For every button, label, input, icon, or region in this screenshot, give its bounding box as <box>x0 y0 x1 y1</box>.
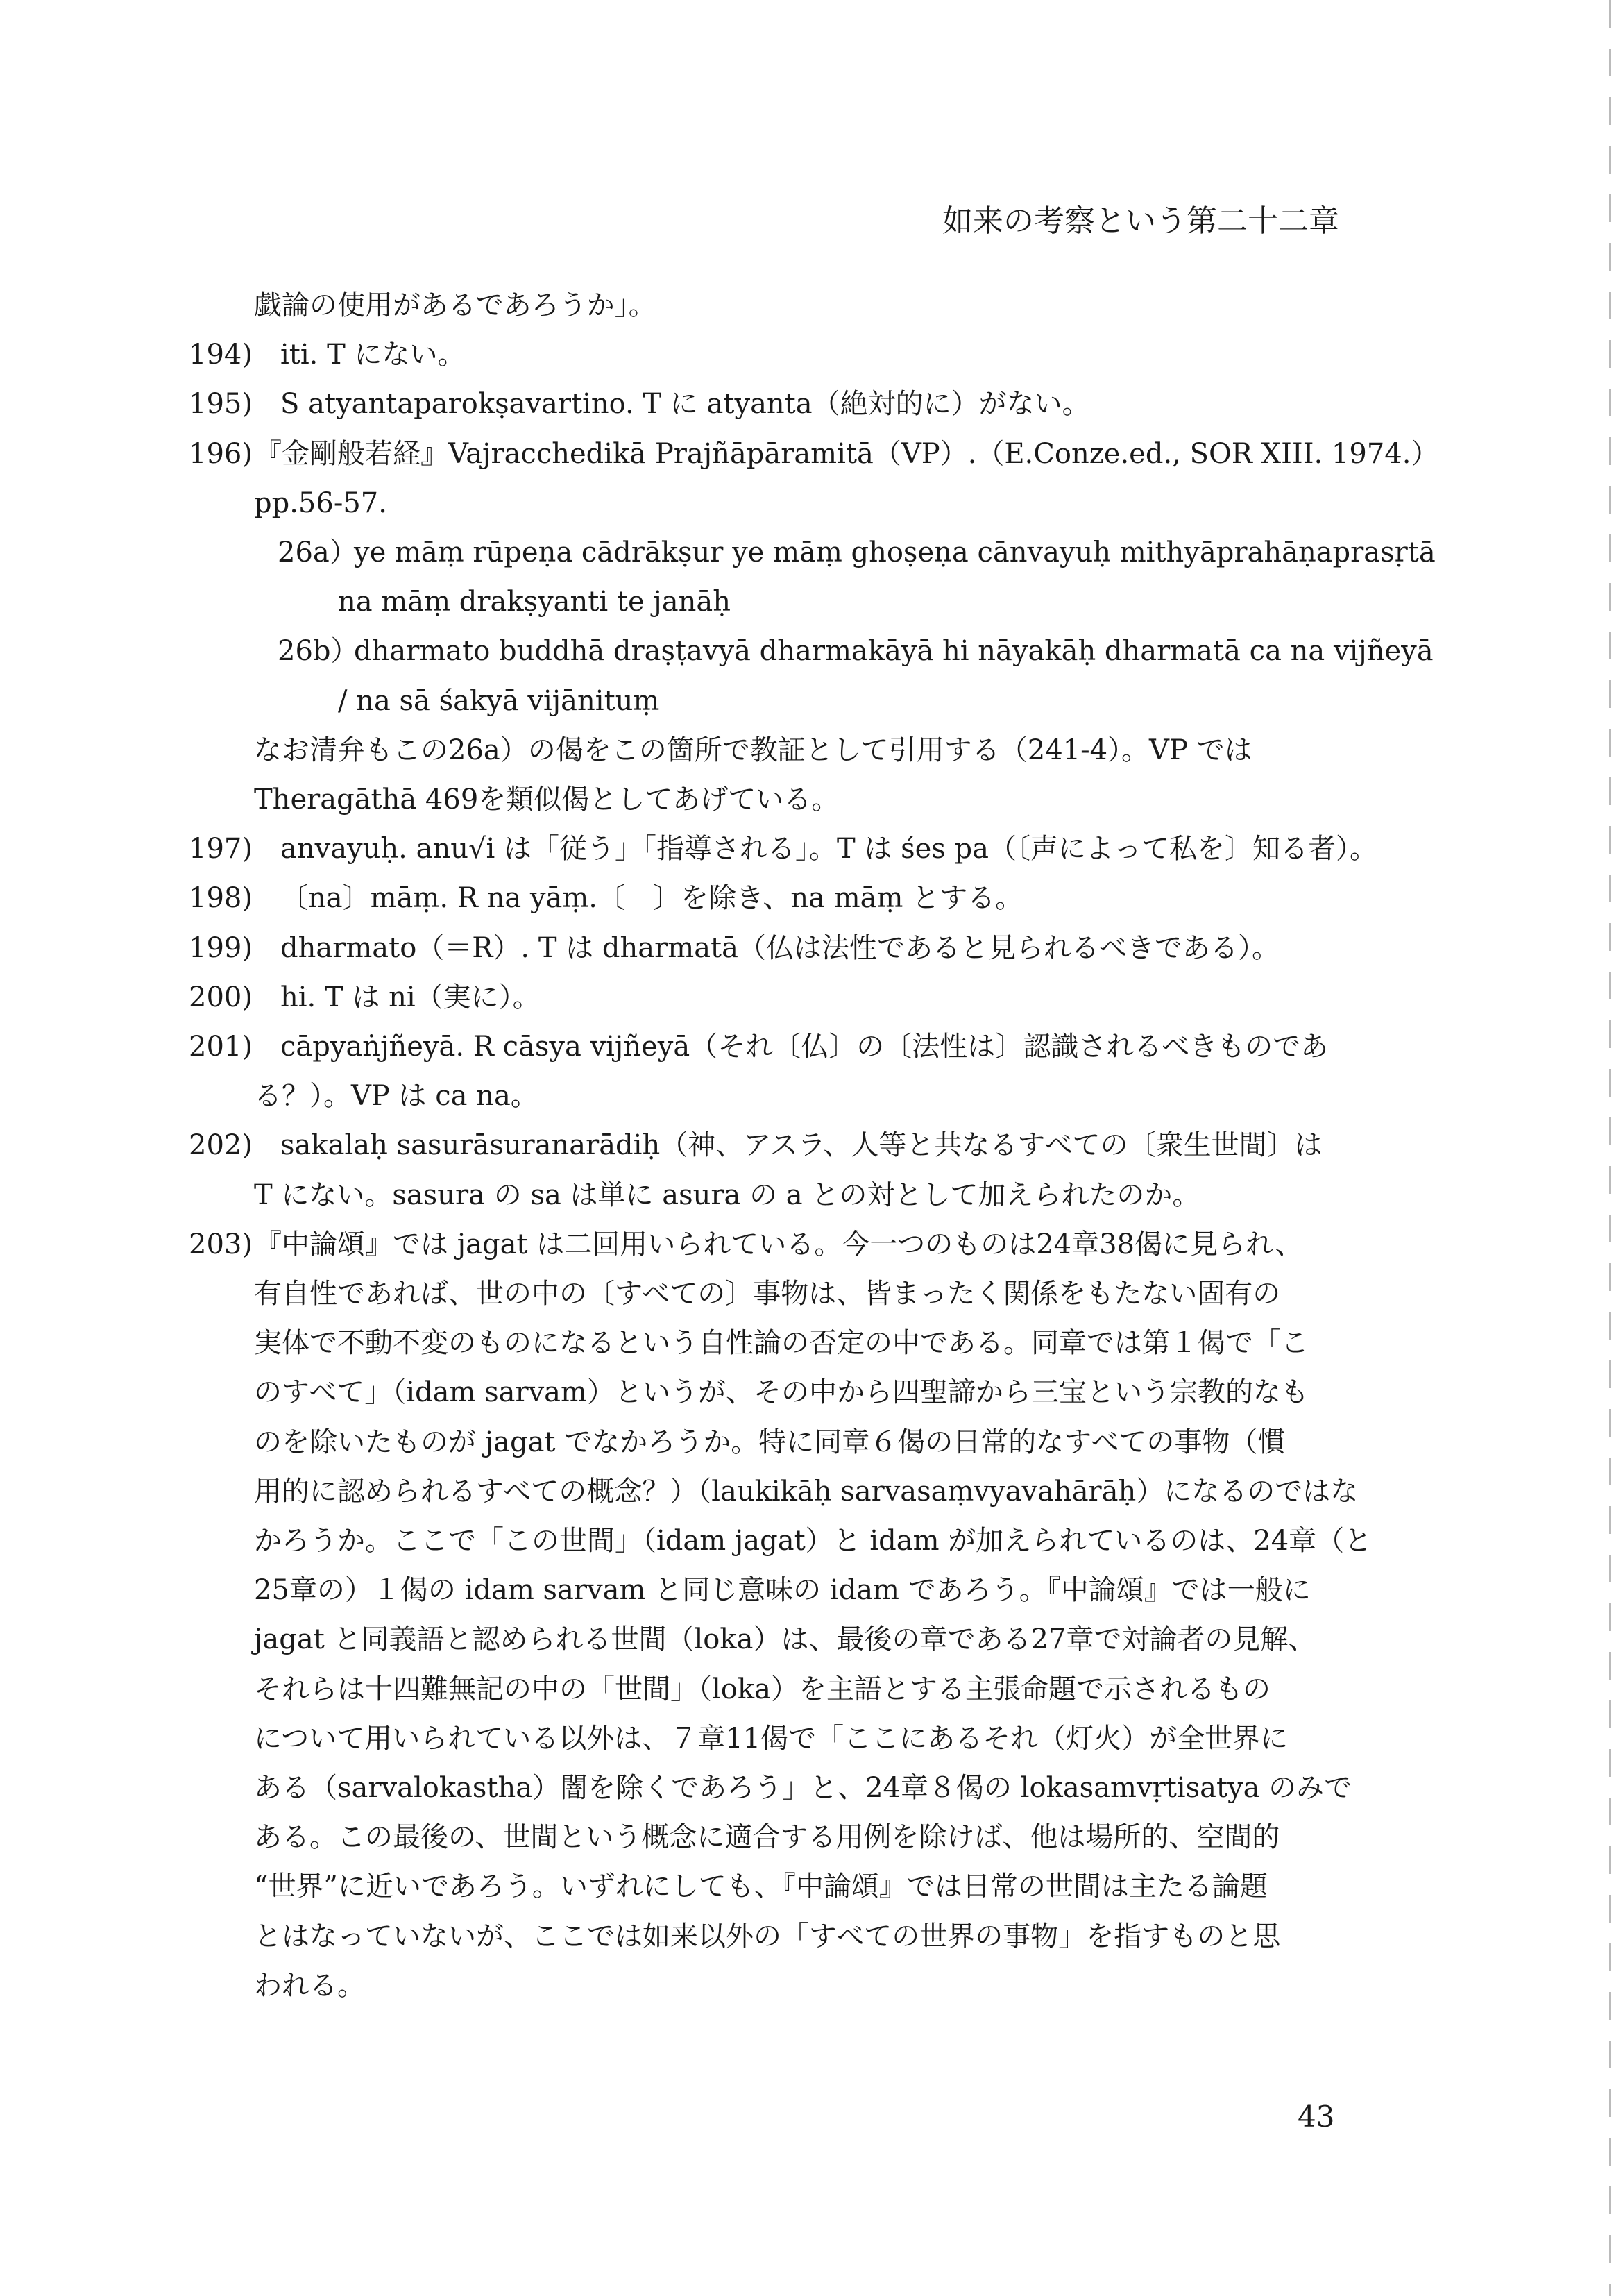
text-line: について用いられている以外は、７章11偈で「ここにあるそれ（灯火）が全世界に <box>254 1722 1289 1755</box>
note-number: 199) <box>189 931 253 964</box>
note-number: 197) <box>189 833 253 866</box>
note-number: 203) <box>189 1228 253 1260</box>
text-line: なお清弁もこの26a）の偈をこの箇所で教証として引用する（241-4）。VP では <box>254 734 1252 766</box>
text-line: sakalaḥ sasurāsuranarādiḥ（神、アスラ、人等と共なるすべての〔衆生世間〕は <box>280 1129 1323 1162</box>
note-number: 196) <box>189 437 253 470</box>
note-number: 198) <box>189 882 253 915</box>
text-line: る？）。VP は ca na。 <box>254 1080 538 1113</box>
text-line: 用的に認められるすべての概念？）（laukikāḥ sarvasaṃvyavahārāḥ）になるのではな <box>254 1475 1359 1508</box>
verse-line: ye māṃ rūpeṇa cādrākṣur ye māṃ ghoṣeṇa cānvayuḥ mithyāprahāṇaprasṛtā <box>354 537 1436 568</box>
note-number: 195) <box>189 388 253 421</box>
text-line: 『中論頌』では jagat は二回用いられている。今一つのものは24章38偈に見られ、 <box>254 1228 1303 1260</box>
text-line: Theragāthā 469を類似偈としてあげている。 <box>254 784 840 816</box>
text-line: とはなっていないが、ここでは如来以外の「すべての世界の事物」を指すものと思 <box>254 1920 1281 1952</box>
text-line: 25章の）１偈の idam sarvam と同じ意味の idam であろう。『中論頌』では一般に <box>254 1574 1311 1607</box>
text-line: 戯論の使用があるであろうか」。 <box>254 289 656 321</box>
verse-label: 26a） <box>278 537 357 568</box>
verse-line: dharmato buddhā draṣṭavyā dharmakāyā hi nāyakāḥ dharmatā ca na vijñeyā <box>354 635 1434 668</box>
text-line: 有自性であれば、世の中の〔すべての〕事物は、皆まったく関係をもたない固有の <box>254 1278 1281 1310</box>
scan-edge-mark <box>1609 0 1611 2296</box>
text-line: pp.56-57. <box>254 487 387 519</box>
text-line: ある（sarvalokastha）闇を除くであろう」と、24章８偈の lokasamvṛtisatya のみで <box>254 1772 1352 1804</box>
text-line: anvayuḥ. anu√i は「従う」「指導される」。T は śes pa（〔声によって私を〕知る者）。 <box>280 833 1377 866</box>
verse-line: / na sā śakyā vijānituṃ <box>338 684 660 717</box>
text-line: われる。 <box>254 1969 365 2002</box>
running-header: 如来の考察という第二十二章 <box>942 203 1339 239</box>
verse-line: na māṃ drakṣyanti te janāḥ <box>338 586 731 618</box>
note-number: 194) <box>189 339 253 371</box>
text-line: dharmato（＝R）. T は dharmatā（仏は法性であると見られるべきである）。 <box>280 931 1280 964</box>
text-line: T にない。sasura の sa は単に asura の a との対として加えられたのか。 <box>254 1179 1200 1211</box>
text-line: 実体で不動不変のものになるという自性論の否定の中である。同章では第１偈で「こ <box>254 1327 1309 1360</box>
verse-label: 26b） <box>278 635 359 668</box>
text-line: それらは十四難無記の中の「世間」（loka）を主語とする主張命題で示されるもの <box>254 1673 1271 1705</box>
text-line: 〔na〕māṃ. R na yāṃ.〔 〕を除き、na māṃ とする。 <box>280 882 1023 915</box>
text-line: “世界”に近いであろう。いずれにしても、『中論頌』では日常の世間は主たる論題 <box>254 1871 1268 1903</box>
text-line: かろうか。ここで「この世間」（idam jagat）と idam が加えられているのは、24章（と <box>254 1525 1373 1557</box>
text-line: iti. T にない。 <box>280 339 466 371</box>
note-number: 201) <box>189 1031 253 1063</box>
text-line: 『金剛般若経』Vajracchedikā Prajñāpāramitā（VP）.（E.Conze.ed., SOR XIII. 1974.） <box>254 437 1439 470</box>
text-line: hi. T は ni（実に）。 <box>280 981 541 1013</box>
text-line: ある。この最後の、世間という概念に適合する用例を除けば、他は場所的、空間的 <box>254 1821 1280 1854</box>
text-line: jagat と同義語と認められる世間（loka）は、最後の章である27章で対論者の見解、 <box>254 1623 1316 1656</box>
text-line: S atyantaparokṣavartino. T に atyanta（絶対的に）がない。 <box>280 388 1090 421</box>
text-line: のすべて」（idam sarvam）というが、その中から四聖諦から三宝という宗教的なも <box>254 1376 1309 1409</box>
text-line: cāpyaṅjñeyā. R cāsya vijñeyā（それ〔仏〕の〔法性は〕認識されるべきものであ <box>280 1031 1329 1063</box>
page-number: 43 <box>1298 2100 1335 2134</box>
note-number: 200) <box>189 981 253 1013</box>
note-number: 202) <box>189 1129 253 1162</box>
text-line: のを除いたものが jagat でなかろうか。特に同章６偈の日常的なすべての事物（慣 <box>254 1426 1286 1458</box>
